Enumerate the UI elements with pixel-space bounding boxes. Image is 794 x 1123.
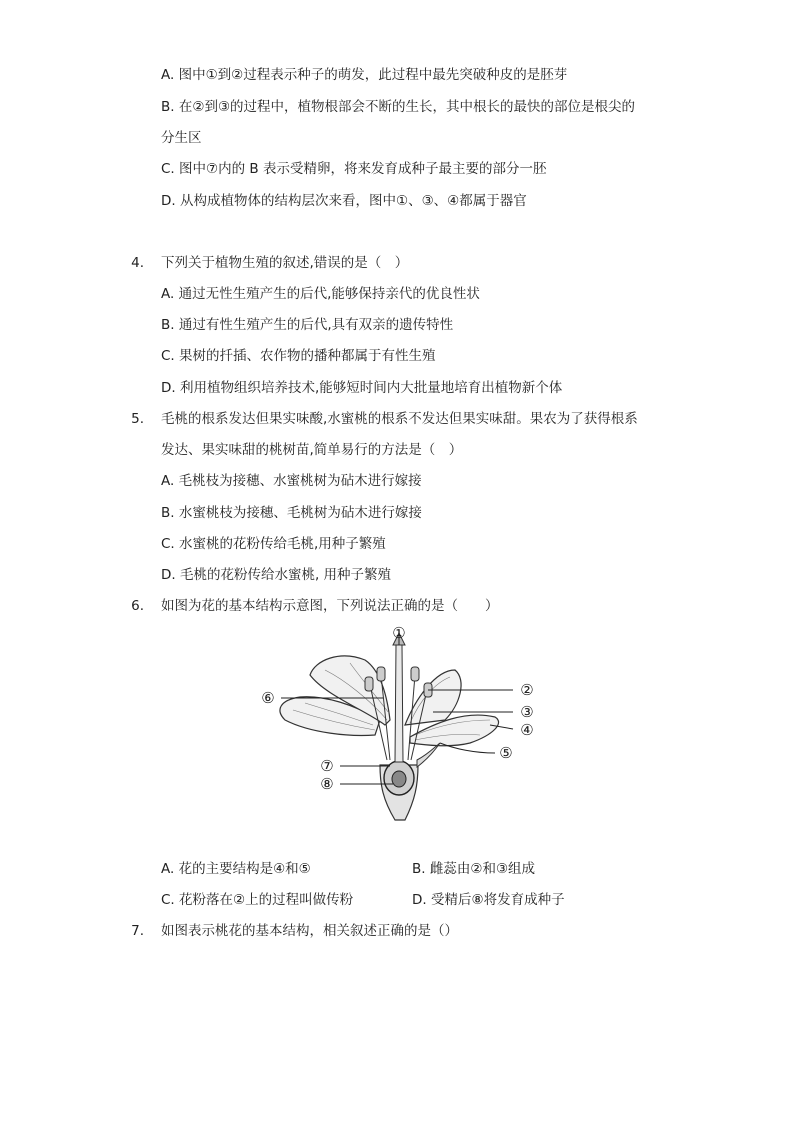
q5-stem-line2: 发达、果实味甜的桃树苗,简单易行的方法是（ ） xyxy=(161,442,463,458)
q6-option-c: C. 花粉落在②上的过程叫做传粉 xyxy=(161,892,354,908)
label-5: ⑤ xyxy=(499,744,513,762)
q3-option-b: B. 在②到③的过程中，植物根部会不断的生长，其中根长的最快的部位是根尖的 xyxy=(161,99,636,115)
q6-option-b: B. 雌蕊由②和③组成 xyxy=(412,861,536,877)
q6-number: 6. xyxy=(131,598,144,614)
q4-stem: 下列关于植物生殖的叙述,错误的是（ ） xyxy=(161,255,409,271)
style xyxy=(395,645,403,762)
q4-option-d: D. 利用植物组织培养技术,能够短时间内大批量地培育出植物新个体 xyxy=(161,380,563,396)
ovule xyxy=(392,771,406,787)
label-4: ④ xyxy=(520,721,534,739)
q4-option-a: A. 通过无性生殖产生的后代,能够保持亲代的优良性状 xyxy=(161,286,480,302)
q3-option-a: A. 图中①到②过程表示种子的萌发，此过程中最先突破种皮的是胚芽 xyxy=(161,67,568,83)
q6-stem: 如图为花的基本结构示意图，下列说法正确的是（ ） xyxy=(161,598,499,614)
q4-number: 4. xyxy=(131,255,144,271)
label-6: ⑥ xyxy=(261,689,275,707)
label-2: ② xyxy=(520,681,534,699)
label-8: ⑧ xyxy=(320,775,334,793)
q5-option-d: D. 毛桃的花粉传给水蜜桃, 用种子繁殖 xyxy=(161,567,392,583)
label-1: ① xyxy=(392,625,406,642)
q6-option-d: D. 受精后⑧将发育成种子 xyxy=(412,892,565,908)
q5-number: 5. xyxy=(131,411,144,427)
q6-option-a: A. 花的主要结构是④和⑤ xyxy=(161,861,311,877)
anther xyxy=(365,677,373,691)
q7-stem: 如图表示桃花的基本结构，相关叙述正确的是（） xyxy=(161,923,458,939)
q3-option-d: D. 从构成植物体的结构层次来看，图中①、③、④都属于器官 xyxy=(161,193,527,209)
q4-option-b: B. 通过有性生殖产生的后代,具有双亲的遗传特性 xyxy=(161,317,454,333)
label-7: ⑦ xyxy=(320,757,334,775)
label-3: ③ xyxy=(520,703,534,721)
q5-option-a: A. 毛桃枝为接穗、水蜜桃树为砧木进行嫁接 xyxy=(161,473,422,489)
q5-option-c: C. 水蜜桃的花粉传给毛桃,用种子繁殖 xyxy=(161,536,386,552)
q5-option-b: B. 水蜜桃枝为接穗、毛桃树为砧木进行嫁接 xyxy=(161,505,422,521)
q3-option-b-cont: 分生区 xyxy=(161,130,202,146)
q5-stem-line1: 毛桃的根系发达但果实味酸,水蜜桃的根系不发达但果实味甜。果农为了获得根系 xyxy=(161,411,638,427)
q3-option-c: C. 图中⑦内的 B 表示受精卵，将来发育成种子最主要的部分一胚 xyxy=(161,161,547,177)
sepal xyxy=(417,743,440,767)
q4-option-c: C. 果树的扦插、农作物的播种都属于有性生殖 xyxy=(161,348,436,364)
flower-structure-diagram xyxy=(255,625,540,825)
q7-number: 7. xyxy=(131,923,144,939)
